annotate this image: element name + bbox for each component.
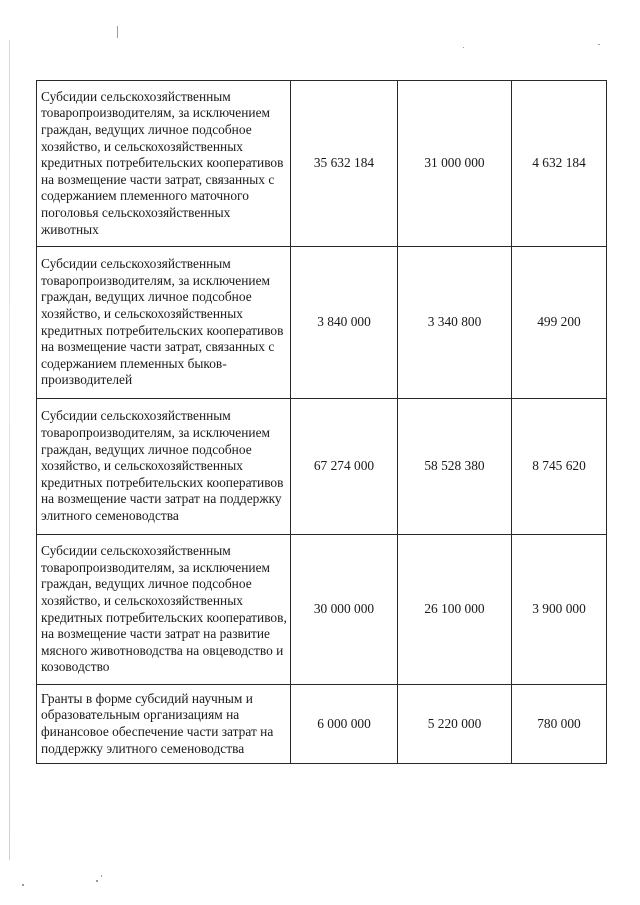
- subsidy-description: Субсидии сельскохозяйственным товаропроизводителям, за исключением граждан, ведущих личное подсобное хозяйство, и сельскохозяйственных кредитных потребительских кооперативов на возмещение части затрат, связанных с содержанием племенных быков-производителей: [37, 247, 291, 399]
- scan-speck: [463, 47, 464, 48]
- scan-speck: [96, 880, 98, 882]
- subsidy-total: 3 840 000: [291, 247, 398, 399]
- subsidy-regional: 8 745 620: [512, 399, 607, 535]
- subsidy-regional: 3 900 000: [512, 535, 607, 685]
- subsidy-federal: 5 220 000: [398, 685, 512, 764]
- scan-edge-line: [9, 40, 10, 860]
- subsidy-regional: 499 200: [512, 247, 607, 399]
- table-row: [37, 685, 607, 764]
- subsidy-regional: 4 632 184: [512, 81, 607, 247]
- subsidy-description: Гранты в форме субсидий научным и образовательным организациям на финансовое обеспечение части затрат на поддержку элитного семеноводства: [37, 685, 291, 764]
- subsidy-federal: 58 528 380: [398, 399, 512, 535]
- subsidy-description: Субсидии сельскохозяйственным товаропроизводителям, за исключением граждан, ведущих личное подсобное хозяйство, и сельскохозяйственных кредитных потребительских кооперативов на возмещение части затрат на поддержку элитного семеноводства: [37, 399, 291, 535]
- subsidies-table: [36, 80, 607, 764]
- subsidy-federal: 26 100 000: [398, 535, 512, 685]
- table-row: [37, 81, 607, 247]
- subsidy-federal: 3 340 800: [398, 247, 512, 399]
- subsidy-description: Субсидии сельскохозяйственным товаропроизводителям, за исключением граждан, ведущих личное подсобное хозяйство, и сельскохозяйственных кредитных потребительских кооперативов, на возмещение части затрат на развитие мясного животноводства на овцеводство и козоводство: [37, 535, 291, 685]
- scan-speck: [117, 26, 118, 38]
- scan-speck: [22, 884, 24, 886]
- scan-speck: [101, 875, 102, 877]
- table-row: [37, 247, 607, 399]
- subsidy-total: 35 632 184: [291, 81, 398, 247]
- subsidy-total: 67 274 000: [291, 399, 398, 535]
- scan-speck: [598, 44, 600, 45]
- subsidy-regional: 780 000: [512, 685, 607, 764]
- table-row: [37, 535, 607, 685]
- subsidy-total: 30 000 000: [291, 535, 398, 685]
- subsidy-federal: 31 000 000: [398, 81, 512, 247]
- table-row: [37, 399, 607, 535]
- subsidy-total: 6 000 000: [291, 685, 398, 764]
- subsidy-description: Субсидии сельскохозяйственным товаропроизводителям, за исключением граждан, ведущих личное подсобное хозяйство, и сельскохозяйственных кредитных потребительских кооперативов на возмещение части затрат, связанных с содержанием племенного маточного поголовья сельскохозяйственных животных: [37, 81, 291, 247]
